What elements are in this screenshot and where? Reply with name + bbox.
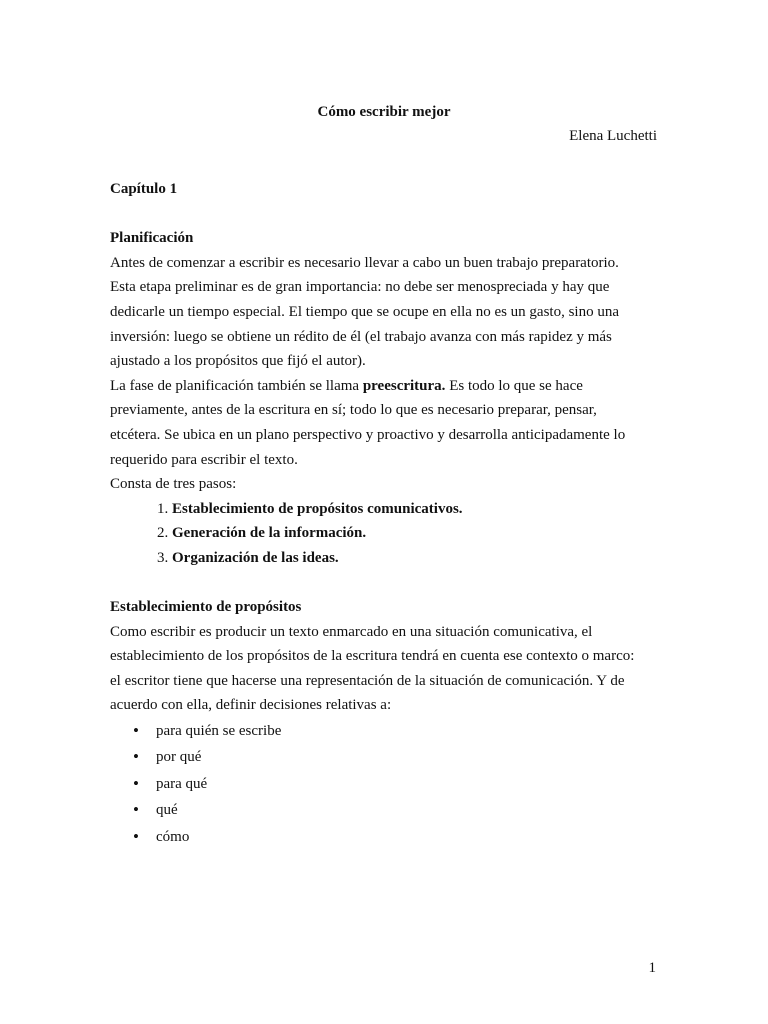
- steps-list: [110, 497, 662, 571]
- paragraph-line: Esta etapa preliminar es de gran importancia: no debe ser menospreciada y hay que: [110, 279, 610, 296]
- list-item: [157, 546, 662, 571]
- bullet-item: • para qué: [110, 771, 662, 797]
- paragraph-line: ajustado a los propósitos que fijó el autor).: [110, 353, 366, 370]
- document-body: [110, 177, 662, 850]
- paragraph-line: el escritor tiene que hacerse una representación de la situación de comunicación. Y de: [110, 672, 625, 689]
- paragraph-line: previamente, antes de la escritura en sí; todo lo que es necesario preparar, pensar,: [110, 402, 597, 419]
- term-preescritura: preescritura.: [362, 377, 446, 394]
- list-number: 3.: [157, 549, 169, 566]
- list-text: Establecimiento de propósitos comunicativos.: [172, 500, 463, 517]
- paragraph-text: La fase de planificación también se llama: [110, 377, 363, 394]
- paragraph-line: etcétera. Se ubica en un plano perspectivo y proactivo y desarrolla anticipadamente lo: [110, 426, 626, 443]
- paragraph-line: establecimiento de los propósitos de la escritura tendrá en cuenta ese contexto o marco:: [110, 648, 635, 665]
- chapter-heading: Capítulo 1: [110, 181, 178, 197]
- paragraph-line: inversión: luego se obtiene un rédito de él (el trabajo avanza con más rapidez y más: [110, 328, 612, 345]
- paragraph-line: Como escribir es producir un texto enmarcado en una situación comunicativa, el: [110, 623, 593, 640]
- list-item: [157, 497, 662, 522]
- page-number: 1: [648, 960, 656, 976]
- list-number: 2.: [157, 525, 169, 542]
- bullet-list: [110, 718, 662, 850]
- section-heading-propositos: Establecimiento de propósitos: [110, 599, 302, 616]
- list-number: 1.: [157, 500, 169, 517]
- bullet-item: • para quién se escribe: [110, 718, 662, 744]
- paragraph-line: [110, 374, 662, 399]
- paragraph-line: dedicarle un tiempo especial. El tiempo que se ocupe en ella no es un gasto, sino una: [110, 303, 620, 320]
- list-text: Generación de la información.: [172, 525, 367, 542]
- paragraph-line: Antes de comenzar a escribir es necesario llevar a cabo un buen trabajo preparatorio.: [110, 254, 619, 271]
- paragraph-text: Es todo lo que se hace: [445, 377, 583, 394]
- list-text: Organización de las ideas.: [172, 549, 339, 566]
- paragraph-line: acuerdo con ella, definir decisiones relativas a:: [110, 697, 392, 714]
- document-title: Cómo escribir mejor: [317, 104, 451, 120]
- bullet-item: • cómo: [110, 824, 662, 850]
- paragraph-line: requerido para escribir el texto.: [110, 451, 298, 468]
- bullet-item: • qué: [110, 797, 662, 823]
- section-heading-planificacion: Planificación: [110, 230, 194, 247]
- bullet-item: • por qué: [110, 744, 662, 770]
- document-author: Elena Luchetti: [569, 128, 657, 144]
- steps-intro: Consta de tres pasos:: [110, 476, 237, 493]
- list-item: [157, 521, 662, 546]
